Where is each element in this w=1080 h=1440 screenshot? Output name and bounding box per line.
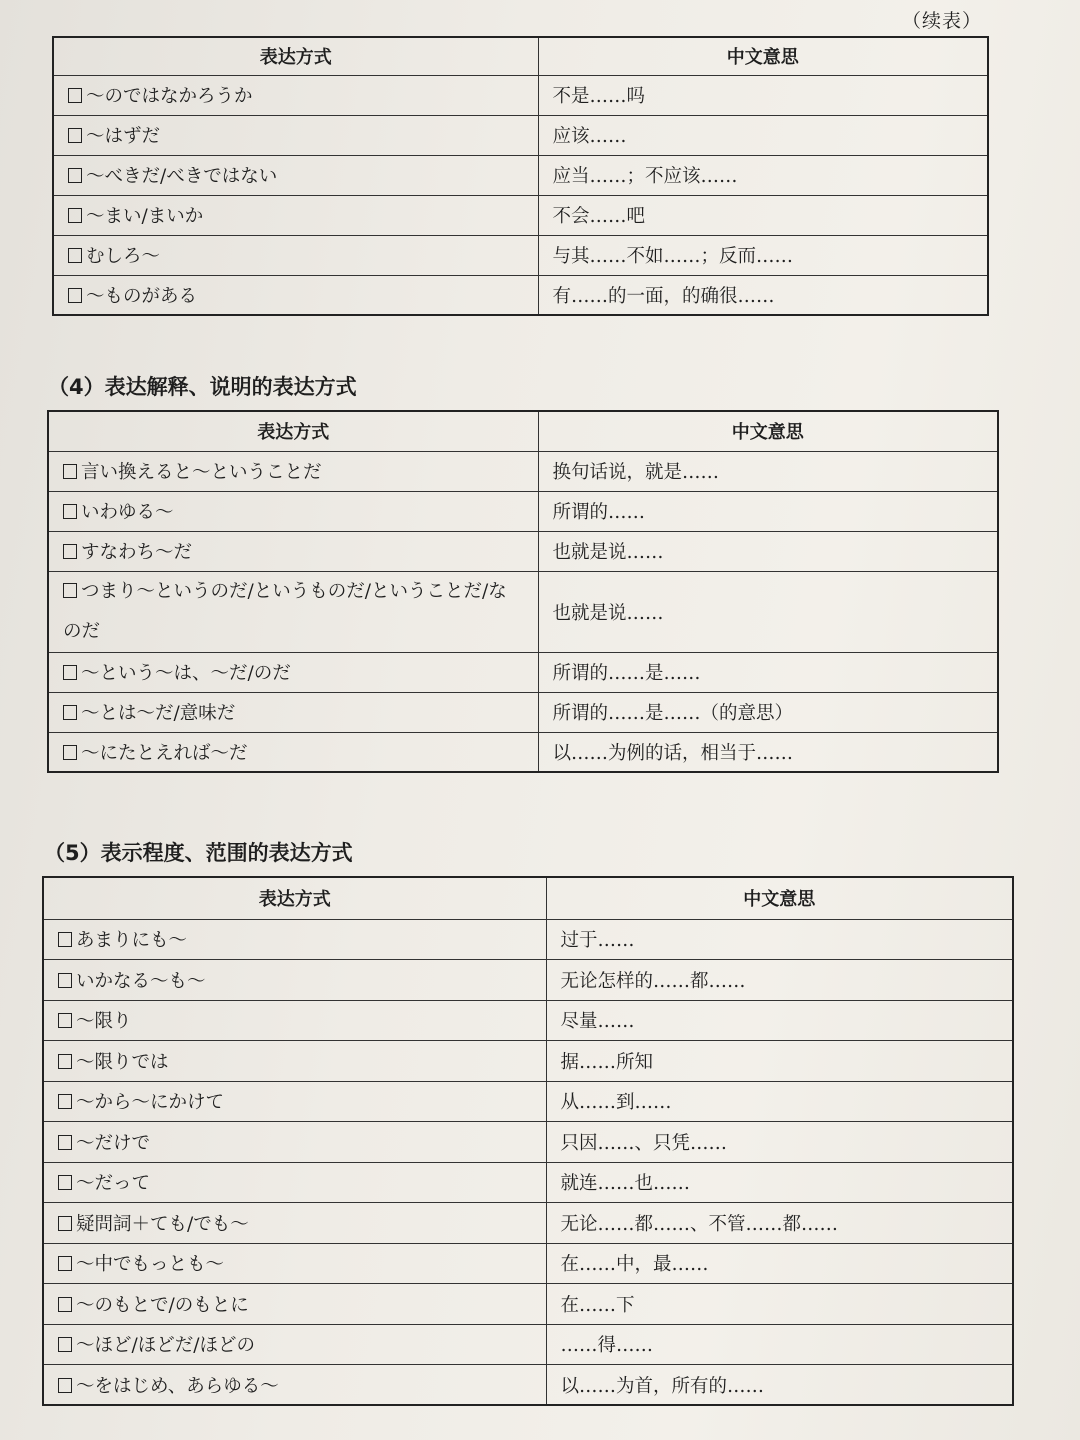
- checkbox-icon: [58, 1216, 72, 1231]
- checkbox-icon: [63, 544, 77, 559]
- checkbox-icon: [58, 1175, 72, 1190]
- table-row: [43, 919, 1013, 960]
- checkbox-icon: [68, 128, 82, 143]
- expression-text: つまり～というのだ/というものだ/ということだ/なのだ: [63, 580, 507, 642]
- table-row: [48, 491, 998, 531]
- meaning-text: 所谓的……是……（的意思）: [538, 692, 998, 732]
- meaning-text: 无论……都……、不管……都……: [546, 1203, 1013, 1244]
- table-row: [48, 692, 998, 732]
- meaning-text: 无论怎样的……都……: [546, 960, 1013, 1001]
- expression-text: 言い換えると～ということだ: [81, 462, 322, 483]
- expression-text: いわゆる～: [81, 502, 174, 523]
- meaning-text: 也就是说……: [538, 531, 998, 571]
- meaning-text: 在……中，最……: [546, 1243, 1013, 1284]
- expression-text: ～のもとで/のもとに: [76, 1294, 249, 1316]
- meaning-text: 尽量……: [546, 1000, 1013, 1041]
- expression-text: ～とは～だ/意味だ: [81, 703, 236, 724]
- table-row: [53, 275, 988, 315]
- column-header-expression: 表达方式: [43, 877, 546, 919]
- column-header-meaning: 中文意思: [546, 877, 1013, 919]
- table-continued: [52, 36, 989, 316]
- expression-text: あまりにも～: [76, 930, 188, 952]
- expression-text: いかなる～も～: [76, 970, 206, 992]
- checkbox-icon: [68, 168, 82, 183]
- expression-text: ～べきだ/べきではない: [86, 166, 278, 187]
- meaning-text: 所谓的……: [538, 491, 998, 531]
- table-row: [43, 1122, 1013, 1163]
- table-section-4: [47, 410, 999, 773]
- table-row: [43, 1041, 1013, 1082]
- checkbox-icon: [58, 1094, 72, 1109]
- checkbox-icon: [68, 248, 82, 263]
- table-row: [48, 652, 998, 692]
- checkbox-icon: [58, 1013, 72, 1028]
- table-row: [48, 531, 998, 571]
- table-row: [43, 1284, 1013, 1325]
- meaning-text: 就连……也……: [546, 1162, 1013, 1203]
- expression-text: ～という～は、～だ/のだ: [81, 663, 291, 684]
- checkbox-icon: [68, 88, 82, 103]
- meaning-text: 以……为首，所有的……: [546, 1365, 1013, 1406]
- expression-text: ～まい/まいか: [86, 206, 204, 227]
- checkbox-icon: [63, 583, 77, 598]
- meaning-text: 在……下: [546, 1284, 1013, 1325]
- table-row: [48, 571, 998, 652]
- meaning-text: 过于……: [546, 919, 1013, 960]
- checkbox-icon: [63, 665, 77, 680]
- meaning-text: 从……到……: [546, 1081, 1013, 1122]
- expression-text: ～はずだ: [86, 126, 161, 147]
- column-header-expression: 表达方式: [48, 411, 538, 451]
- table-row: [53, 75, 988, 115]
- meaning-text: 只因……、只凭……: [546, 1122, 1013, 1163]
- checkbox-icon: [58, 932, 72, 947]
- table-row: [43, 1243, 1013, 1284]
- table-row: [53, 115, 988, 155]
- expression-text: ～のではなかろうか: [86, 86, 253, 107]
- meaning-text: 也就是说……: [538, 571, 998, 652]
- expression-text: むしろ～: [86, 246, 161, 267]
- expression-text: ～をはじめ、あらゆる～: [76, 1375, 279, 1397]
- checkbox-icon: [58, 1256, 72, 1271]
- meaning-text: 不是……吗: [538, 75, 988, 115]
- table-row: [43, 1081, 1013, 1122]
- expression-text: すなわち～だ: [81, 542, 193, 563]
- checkbox-icon: [68, 288, 82, 303]
- table-row: [43, 1324, 1013, 1365]
- continued-label: （续表）: [901, 10, 982, 32]
- table-row: [43, 1000, 1013, 1041]
- meaning-text: 不会……吧: [538, 195, 988, 235]
- section-heading-4: （4）表达解释、说明的表达方式: [48, 375, 357, 399]
- expression-text: ～中でもっとも～: [76, 1254, 225, 1276]
- table-row: [43, 1162, 1013, 1203]
- checkbox-icon: [63, 705, 77, 720]
- table-row: [43, 1365, 1013, 1406]
- meaning-text: 应该……: [538, 115, 988, 155]
- table-row: [53, 155, 988, 195]
- checkbox-icon: [63, 745, 77, 760]
- meaning-text: 应当……；不应该……: [538, 155, 988, 195]
- meaning-text: 所谓的……是……: [538, 652, 998, 692]
- checkbox-icon: [58, 1135, 72, 1150]
- expression-text: ～だって: [76, 1173, 151, 1195]
- table-row: [53, 195, 988, 235]
- checkbox-icon: [63, 504, 77, 519]
- meaning-text: 有……的一面，的确很……: [538, 275, 988, 315]
- expression-text: ～だけで: [76, 1132, 151, 1154]
- checkbox-icon: [68, 208, 82, 223]
- column-header-meaning: 中文意思: [538, 411, 998, 451]
- meaning-text: 以……为例的话，相当于……: [538, 732, 998, 772]
- checkbox-icon: [58, 1378, 72, 1393]
- expression-text: ～から～にかけて: [76, 1092, 225, 1114]
- section-heading-5: （5）表示程度、范围的表达方式: [44, 841, 353, 865]
- expression-text: 疑問詞＋ても/でも～: [76, 1213, 249, 1235]
- column-header-expression: 表达方式: [53, 37, 538, 75]
- expression-text: ～限りでは: [76, 1051, 169, 1073]
- meaning-text: 与其……不如……；反而……: [538, 235, 988, 275]
- checkbox-icon: [58, 1337, 72, 1352]
- meaning-text: ……得……: [546, 1324, 1013, 1365]
- expression-text: ～にたとえれば～だ: [81, 742, 248, 764]
- table-row: [43, 960, 1013, 1001]
- meaning-text: 换句话说，就是……: [538, 451, 998, 491]
- checkbox-icon: [58, 1297, 72, 1312]
- table-row: [43, 1203, 1013, 1244]
- table-row: [53, 235, 988, 275]
- expression-text: ～限り: [76, 1011, 132, 1033]
- table-row: [48, 732, 998, 772]
- checkbox-icon: [58, 1054, 72, 1069]
- table-section-5: [42, 876, 1014, 1406]
- meaning-text: 据……所知: [546, 1041, 1013, 1082]
- expression-text: ～ものがある: [86, 285, 198, 307]
- column-header-meaning: 中文意思: [538, 37, 988, 75]
- table-row: [48, 451, 998, 491]
- checkbox-icon: [63, 464, 77, 479]
- expression-text: ～ほど/ほどだ/ほどの: [76, 1335, 255, 1357]
- checkbox-icon: [58, 973, 72, 988]
